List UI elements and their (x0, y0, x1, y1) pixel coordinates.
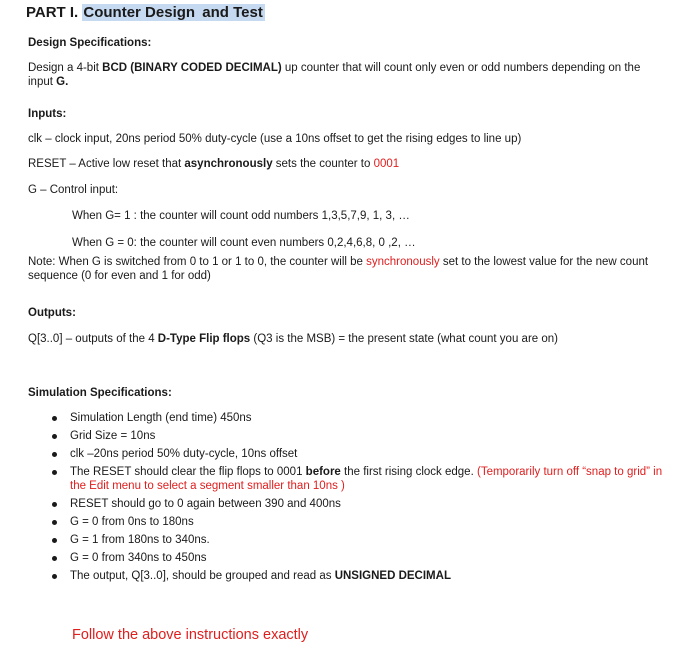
list-item: Grid Size = 10ns (52, 429, 672, 443)
sim-spec-heading: Simulation Specifications: (28, 387, 172, 399)
list-item: Simulation Length (end time) 450ns (52, 411, 672, 425)
g0-description: When G = 0: the counter will count even numbers 0,2,4,6,8, 0 ,2, … (72, 237, 416, 249)
list-item: RESET should go to 0 again between 390 and 400ns (52, 497, 672, 511)
bullet-icon (52, 538, 57, 543)
bullet-icon (52, 556, 57, 561)
design-spec-heading: Design Specifications: (28, 37, 152, 49)
list-item: G = 1 from 180ns to 340ns. (52, 533, 672, 547)
reset-description: RESET – Active low reset that asynchronously sets the counter to 0001 (28, 158, 400, 170)
g-description: G – Control input: (28, 184, 119, 196)
bullet-icon (52, 470, 57, 475)
list-item: The output, Q[3..0], should be grouped and read as UNSIGNED DECIMAL (52, 569, 672, 583)
title-highlight: Counter Design (83, 4, 196, 21)
sim-spec-list (52, 411, 672, 583)
bullet-icon (52, 434, 57, 439)
bullet-icon (52, 416, 57, 421)
bullet-icon (52, 502, 57, 507)
outputs-heading: Outputs: (28, 307, 76, 319)
list-item: The RESET should clear the flip flops to 0001 before the first rising clock edge. (Temporarily turn off “snap to grid” in the Edit menu to select a segment smaller than 10ns ) (52, 465, 672, 493)
g1-description: When G= 1 : the counter will count odd numbers 1,3,5,7,9, 1, 3, … (72, 210, 410, 222)
closing-instruction: Follow the above instructions exactly (72, 627, 309, 643)
page-title: PART I. Counter Design and Test (26, 4, 263, 21)
list-item: G = 0 from 0ns to 180ns (52, 515, 672, 529)
inputs-heading: Inputs: (28, 108, 67, 120)
q-description: Q[3..0] – outputs of the 4 D-Type Flip flops (Q3 is the MSB) = the present state (what count you are on) (28, 333, 558, 345)
bullet-icon (52, 574, 57, 579)
list-item: clk –20ns period 50% duty-cycle, 10ns offset (52, 447, 672, 461)
clk-description: clk – clock input, 20ns period 50% duty-cycle (use a 10ns offset to get the rising edges to line up) (28, 133, 522, 145)
bullet-icon (52, 520, 57, 525)
note-paragraph: Note: When G is switched from 0 to 1 or 1 to 0, the counter will be synchronously set to the lowest value for the new count sequence (0 for even and 1 for odd) (28, 256, 649, 282)
design-spec-paragraph: Design a 4-bit BCD (BINARY CODED DECIMAL) up counter that will count only even or odd numbers depending on the input G. (28, 62, 641, 88)
bullet-icon (52, 452, 57, 457)
list-item: G = 0 from 340ns to 450ns (52, 551, 672, 565)
